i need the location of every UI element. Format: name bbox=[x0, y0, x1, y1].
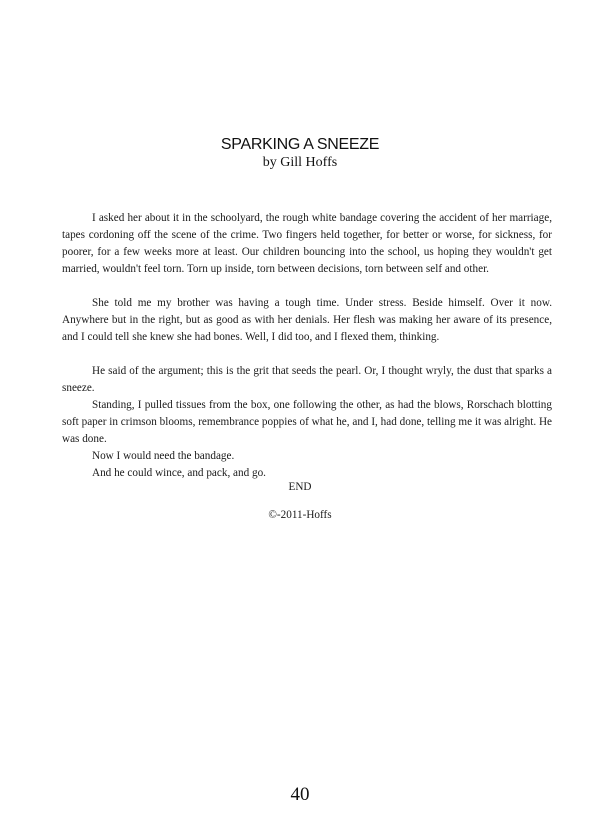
story-byline: by Gill Hoffs bbox=[262, 155, 338, 170]
paragraph: She told me my brother was having a tough time. Under stress. Beside himself. Over it now. Anywhere but in the right, but as good as with her denials. Her flesh was making her aware of its presence, and I could tell she knew she had bones. Well, I did too, and I flexed them, thinking. bbox=[62, 297, 552, 343]
paragraph: And he could wince, and pack, and go. bbox=[92, 467, 266, 479]
story-body bbox=[62, 210, 552, 482]
paragraph: I asked her about it in the schoolyard, the rough white bandage covering the accident of her marriage, tapes cordoning off the scene of the crime. Two fingers held together, for better or worse, for sickness, for poorer, for a few weeks more at least. Our children bouncing into the school, us hoping they wouldn't get married, wouldn't feel torn. Torn up inside, torn between decisions, torn between self and other. bbox=[62, 212, 552, 275]
story-title: SPARKING A SNEEZE bbox=[220, 136, 380, 153]
paragraph: Standing, I pulled tissues from the box, one following the other, as had the blows, Rorschach blotting soft paper in crimson blooms, remembrance poppies of what he, and I, had done, telling me it was alright. He was done. bbox=[62, 399, 552, 445]
end-marker: END bbox=[288, 481, 312, 493]
page-number: 40 bbox=[290, 784, 310, 805]
paragraph: Now I would need the bandage. bbox=[92, 450, 235, 462]
paragraph: He said of the argument; this is the grit that seeds the pearl. Or, I thought wryly, the dust that sparks a sneeze. bbox=[62, 365, 552, 394]
copyright-notice: ©-2011-Hoffs bbox=[268, 509, 332, 521]
